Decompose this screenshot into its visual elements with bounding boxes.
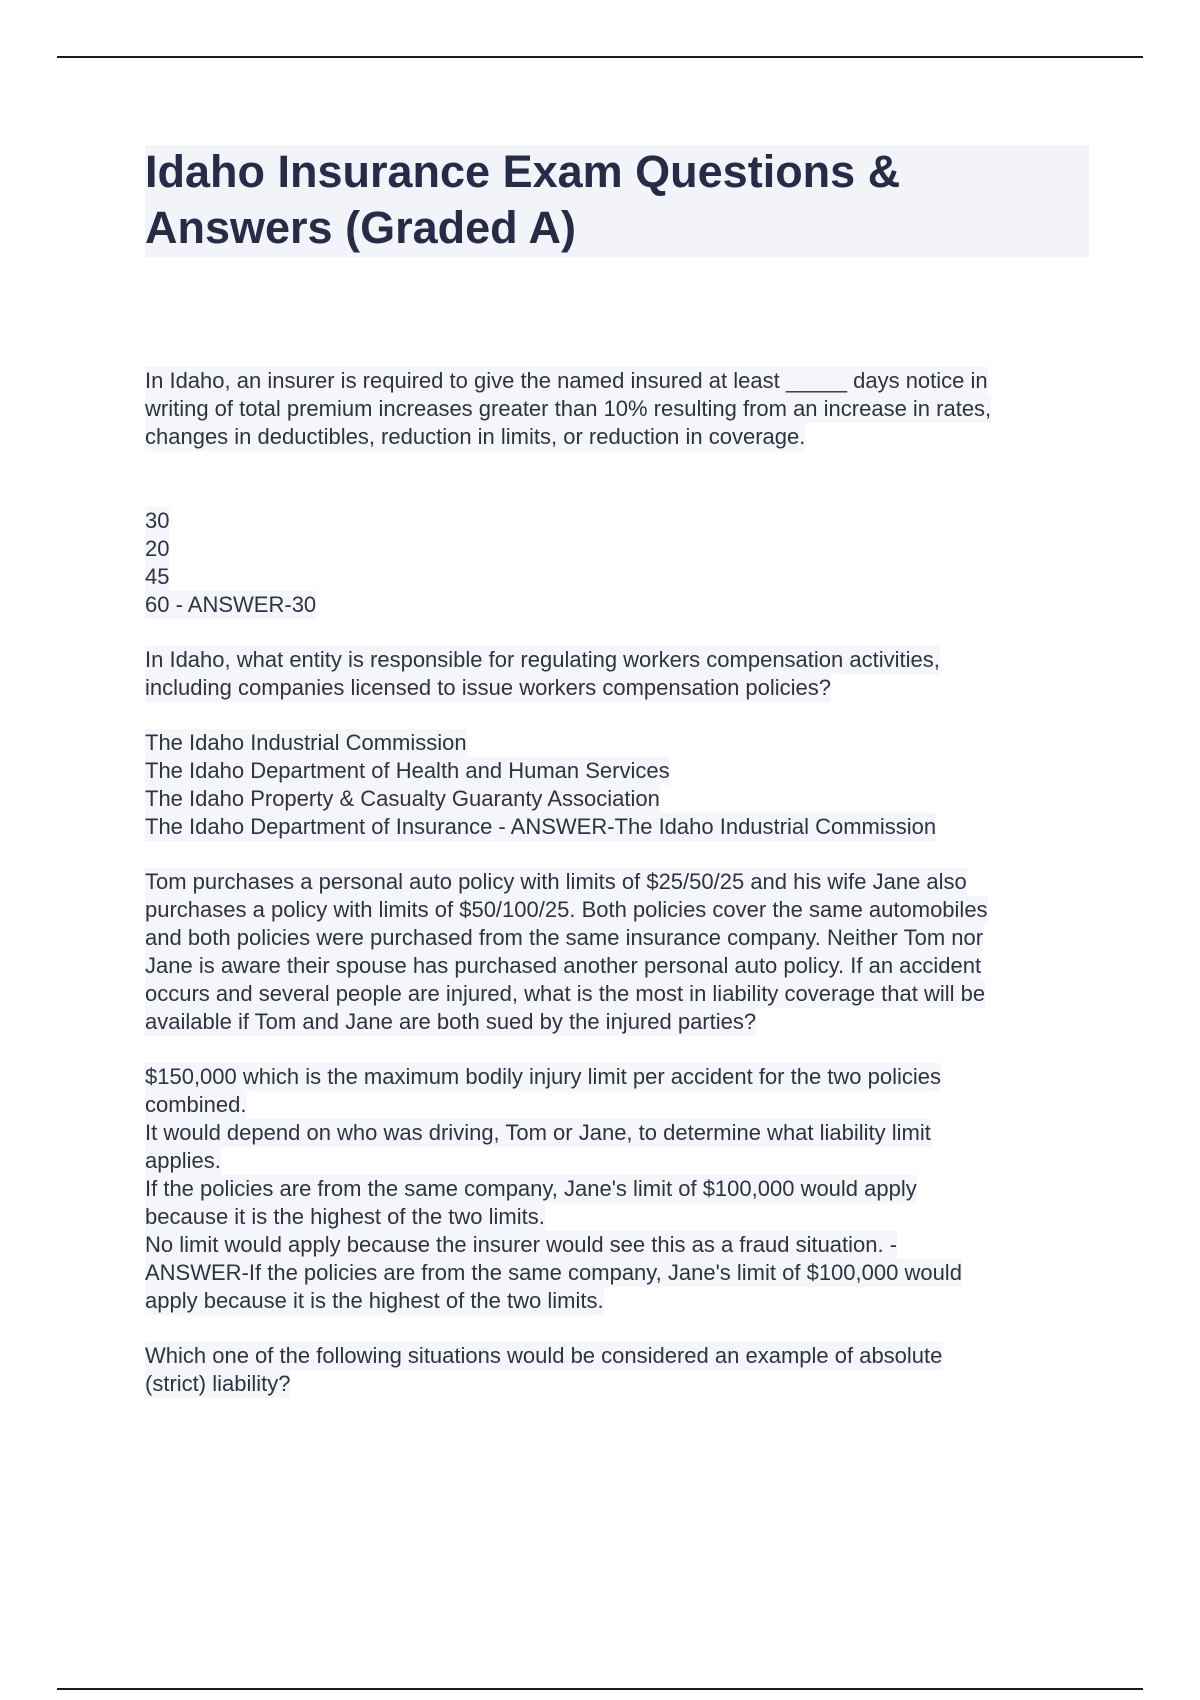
option-line: It would depend on who was driving, Tom or Jane, to determine what liability limit [145, 1120, 931, 1145]
options-2 [145, 729, 1080, 841]
question-line: available if Tom and Jane are both sued by the injured parties? [145, 1009, 757, 1034]
option-line: $150,000 which is the maximum bodily injury limit per accident for the two policies [145, 1064, 942, 1089]
option-line: applies. [145, 1148, 221, 1173]
option-line: The Idaho Industrial Commission [145, 730, 467, 755]
option-line: combined. [145, 1092, 247, 1117]
question-3 [145, 868, 1080, 1036]
page-title [145, 144, 1085, 256]
question-1 [145, 367, 1080, 451]
option-line: 45 [145, 564, 170, 589]
question-2 [145, 646, 1080, 702]
question-line: In Idaho, what entity is responsible for regulating workers compensation activities, [145, 647, 940, 672]
options-1 [145, 507, 1080, 619]
bottom-rule [57, 1688, 1143, 1690]
answer-line: ANSWER-If the policies are from the same company, Jane's limit of $100,000 would [145, 1260, 962, 1285]
question-line: Tom purchases a personal auto policy with limits of $25/50/25 and his wife Jane also [145, 869, 967, 894]
question-line: changes in deductibles, reduction in limits, or reduction in coverage. [145, 424, 806, 449]
answer-line: apply because it is the highest of the two limits. [145, 1288, 604, 1313]
question-4 [145, 1342, 1080, 1398]
option-line: 30 [145, 508, 170, 533]
option-line: The Idaho Department of Health and Human Services [145, 758, 670, 783]
question-line: including companies licensed to issue workers compensation policies? [145, 675, 832, 700]
title-line: Idaho Insurance Exam Questions & [145, 146, 901, 197]
document-body [145, 367, 1080, 1398]
question-line: occurs and several people are injured, what is the most in liability coverage that will be [145, 981, 986, 1006]
option-line: No limit would apply because the insurer would see this as a fraud situation. - [145, 1232, 898, 1257]
answer-line: 60 - ANSWER-30 [145, 592, 317, 617]
answer-line: The Idaho Department of Insurance - ANSWER-The Idaho Industrial Commission [145, 814, 937, 839]
top-rule [57, 56, 1143, 58]
option-line: 20 [145, 536, 170, 561]
option-line: If the policies are from the same company, Jane's limit of $100,000 would apply [145, 1176, 917, 1201]
options-3 [145, 1063, 1080, 1315]
question-line: and both policies were purchased from the same insurance company. Neither Tom nor [145, 925, 984, 950]
question-line: Jane is aware their spouse has purchased another personal auto policy. If an accident [145, 953, 982, 978]
question-line: writing of total premium increases greater than 10% resulting from an increase in rates, [145, 396, 992, 421]
option-line: The Idaho Property & Casualty Guaranty Association [145, 786, 660, 811]
title-line: Answers (Graded A) [145, 202, 576, 253]
question-line: (strict) liability? [145, 1371, 291, 1396]
option-line: because it is the highest of the two limits. [145, 1204, 545, 1229]
question-line: In Idaho, an insurer is required to give the named insured at least _____ days notice in [145, 368, 988, 393]
question-line: Which one of the following situations would be considered an example of absolute [145, 1343, 943, 1368]
question-line: purchases a policy with limits of $50/100/25. Both policies cover the same automobiles [145, 897, 988, 922]
